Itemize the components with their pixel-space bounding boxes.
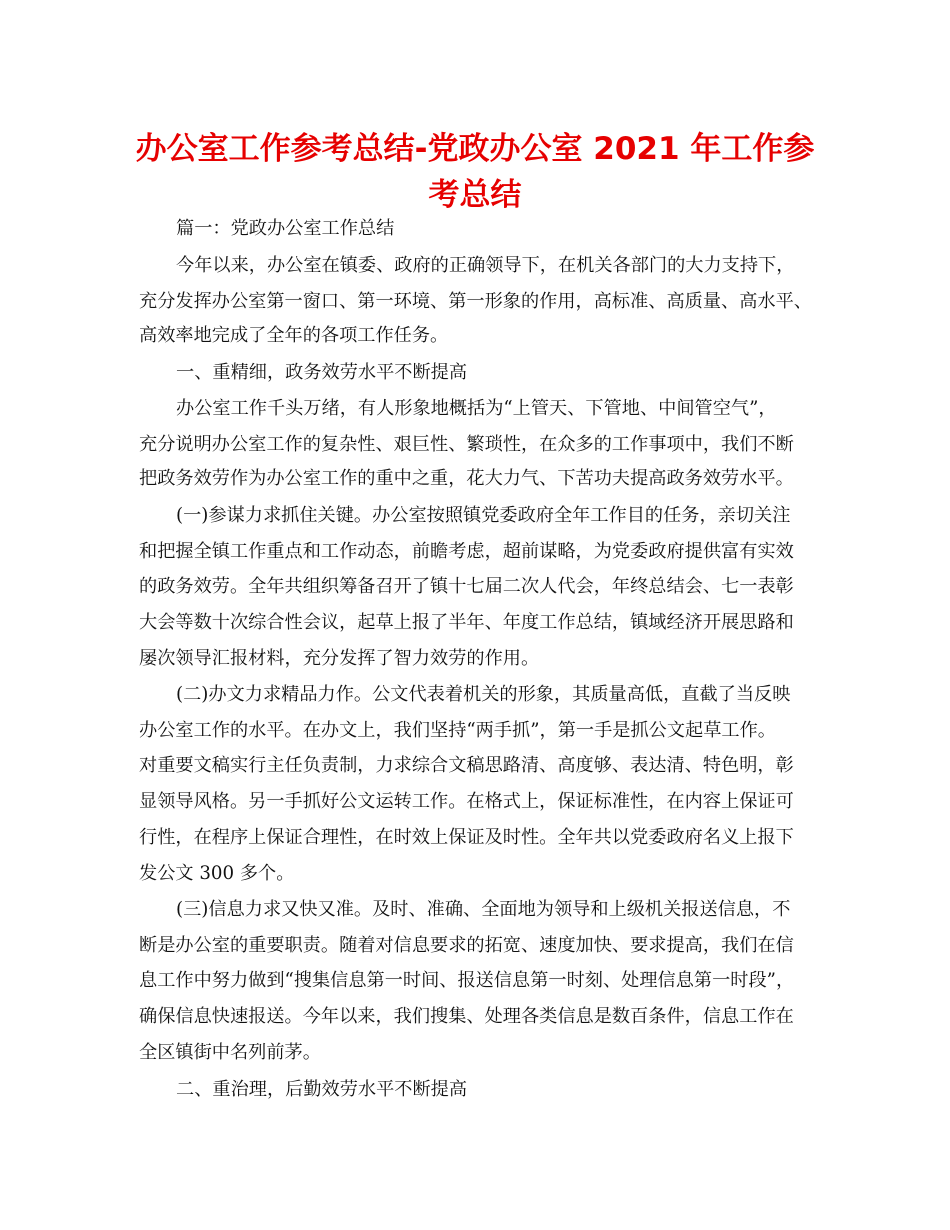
- paragraph-line: 行性，在程序上保证合理性，在时效上保证及时性。全年共以党委政府名义上报下: [139, 827, 794, 848]
- paragraph-line: 和把握全镇工作重点和工作动态，前瞻考虑，超前谋略，为党委政府提供富有实效: [139, 541, 794, 562]
- paragraph-line: 充分说明办公室工作的复杂性、艰巨性、繁琐性，在众多的工作事项中，我们不断: [139, 434, 794, 455]
- paragraph-line: 对重要文稿实行主任负责制，力求综合文稿思路清、高度够、表达清、特色明，彰: [139, 755, 794, 776]
- paragraph-line: 办公室工作的水平。在办文上，我们坚持“两手抓”，第一手是抓公文起草工作。: [139, 720, 776, 741]
- paragraph-line: 屡次领导汇报材料，充分发挥了智力效劳的作用。: [139, 648, 540, 669]
- paragraph-line: (一)参谋力求抓住关键。办公室按照镇党委政府全年工作目的任务，亲切关注: [176, 505, 791, 526]
- paragraph-line: 办公室工作千头万绪，有人形象地概括为“上管天、下管地、中间管空气”，: [176, 398, 777, 419]
- paragraph-line: 确保信息快速报送。今年以来，我们搜集、处理各类信息是数百条件，信息工作在: [139, 1006, 794, 1027]
- paragraph-line: 今年以来，办公室在镇委、政府的正确领导下，在机关各部门的大力支持下，: [176, 255, 795, 276]
- paragraph-line: 把政务效劳作为办公室工作的重中之重，花大力气、下苦功夫提高政务效劳水平。: [139, 468, 794, 489]
- paragraph-line: 的政务效劳。全年共组织筹备召开了镇十七届二次人代会，年终总结会、七一表彰: [139, 576, 794, 597]
- document-title-line-2: 考总结: [428, 177, 522, 213]
- section-heading: 二、重治理，后勤效劳水平不断提高: [176, 1079, 468, 1100]
- paragraph-line: 息工作中努力做到“搜集信息第一时间、报送信息第一时刻、处理信息第一时段”，: [139, 970, 795, 991]
- section-heading: 篇一：党政办公室工作总结: [176, 218, 395, 239]
- document-title-line-1: 办公室工作参考总结-党政办公室 2021 年工作参: [135, 131, 815, 167]
- paragraph-line: (二)办文力求精品力作。公文代表着机关的形象，其质量高低，直截了当反映: [176, 684, 791, 705]
- section-heading: 一、重精细，政务效劳水平不断提高: [176, 362, 468, 383]
- paragraph-line: 大会等数十次综合性会议，起草上报了半年、年度工作总结，镇域经济开展思路和: [139, 612, 794, 633]
- paragraph-line: 断是办公室的重要职责。随着对信息要求的拓宽、速度加快、要求提高，我们在信: [139, 935, 794, 956]
- paragraph-line: 全区镇街中名列前茅。: [139, 1042, 321, 1063]
- paragraph-line: 显领导风格。另一手抓好公文运转工作。在格式上，保证标准性，在内容上保证可: [139, 791, 794, 812]
- paragraph-line: 发公文 300 多个。: [139, 863, 295, 884]
- paragraph-line: 充分发挥办公室第一窗口、第一环境、第一形象的作用，高标准、高质量、高水平、: [139, 291, 812, 312]
- paragraph-line: 高效率地完成了全年的各项工作任务。: [139, 325, 449, 346]
- paragraph-line: (三)信息力求又快又准。及时、准确、全面地为领导和上级机关报送信息，不: [176, 899, 791, 920]
